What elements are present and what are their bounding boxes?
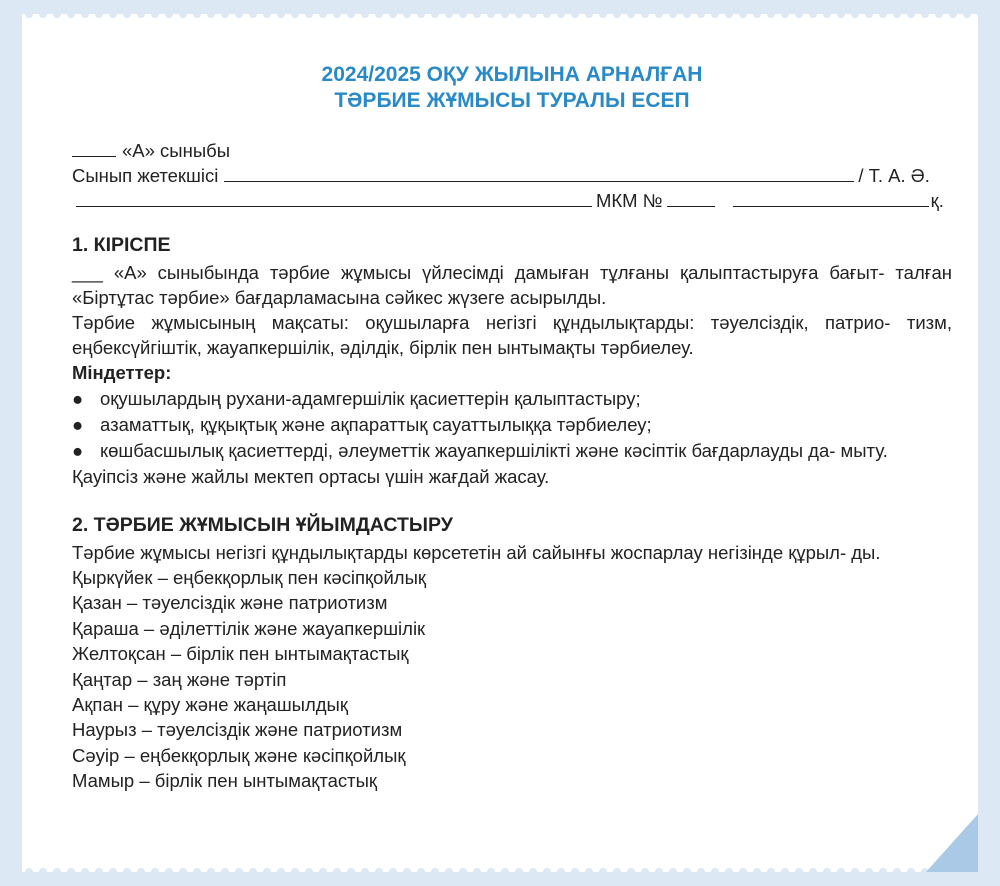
task-text: көшбасшылық қасиеттерді, әлеуметтік жауапкершілікті және кәсіптік бағдарлауды да- мыту.	[100, 440, 888, 461]
tasks-list	[72, 386, 952, 463]
task-text: азаматтық, құқықтық және ақпараттық сауаттылыққа тәрбиелеу;	[100, 414, 652, 435]
section-1-closing: Қауіпсіз және жайлы мектеп ортасы үшін жағдай жасау.	[72, 466, 550, 487]
section-1-heading: 1. КІРІСПЕ	[72, 234, 171, 256]
report-title-line-1: 2024/2025 ОҚУ ЖЫЛЫНА АРНАЛҒАН	[321, 63, 703, 86]
section-2-intro: Тәрбие жұмысы негізгі құндылықтарды көрсететін ай сайынғы жоспарлау негізінде құрыл- ды.	[72, 542, 881, 563]
tasks-heading: Міндеттер:	[72, 362, 172, 383]
document-content	[72, 62, 952, 794]
class-number-blank	[72, 138, 116, 157]
month-item: Наурыз – тәуелсіздік және патриотизм	[72, 719, 403, 741]
section-2-heading: 2. ТӘРБИЕ ЖҰМЫСЫН ҰЙЫМДАСТЫРУ	[72, 514, 453, 536]
intro-text: «А» сыныбында тәрбие жұмысы үйлесімді дамыған тұлғаны қалыптастыруға бағыт- талған «Біртұтас тәрбие» бағдарламасына сәйкес жүзеге асырылды.	[72, 262, 953, 308]
class-row	[72, 138, 952, 163]
monthly-plan-list	[72, 565, 952, 794]
school-row	[72, 188, 952, 213]
teacher-row	[72, 163, 952, 188]
report-title-line-2: ТӘРБИЕ ЖҰМЫСЫ ТУРАЛЫ ЕСЕП	[334, 89, 690, 112]
section-1-goal: Тәрбие жұмысының мақсаты: оқушыларға негізгі құндылықтарды: тәуелсіздік, патрио- тизм, еңбексүйгіштік, жауапкершілік, әділдік, бірлік пен ынтымақты тәрбиелеу.	[72, 312, 952, 358]
task-item	[72, 438, 952, 463]
class-label: «А» сыныбы	[122, 140, 231, 161]
task-text: оқушылардың рухани-адамгершілік қасиеттерін қалыптастыру;	[100, 388, 641, 409]
teacher-label: Сынып жетекшісі	[72, 165, 219, 186]
city-blank	[733, 188, 929, 207]
teacher-suffix: / Т. А. Ә.	[858, 165, 930, 186]
month-item: Мамыр – бірлік пен ынтымақтастық	[72, 770, 377, 792]
month-item: Ақпан – құру және жаңашылдық	[72, 694, 348, 716]
page-curl-corner	[926, 814, 978, 872]
month-item: Қараша – әділеттілік және жауапкершілік	[72, 617, 426, 639]
bullet-icon: ●	[72, 414, 84, 435]
task-item	[72, 386, 952, 411]
month-item: Қазан – тәуелсіздік және патриотизм	[72, 592, 388, 614]
bullet-icon: ●	[72, 388, 84, 409]
month-item: Желтоқсан – бірлік пен ынтымақтастық	[72, 643, 409, 665]
section-1-intro	[72, 260, 952, 310]
month-item: Қаңтар – заң және тәртіп	[72, 668, 287, 690]
city-suffix: қ.	[930, 190, 944, 211]
school-label: МКМ №	[596, 190, 663, 211]
header-form	[72, 138, 952, 213]
report-title	[72, 62, 952, 114]
school-number-blank	[667, 188, 715, 207]
bullet-icon: ●	[72, 440, 84, 461]
intro-blank: ___	[72, 262, 103, 283]
month-item: Қыркүйек – еңбекқорлық пен кәсіпқойлық	[72, 567, 426, 588]
school-name-blank	[76, 188, 592, 207]
month-item: Сәуір – еңбекқорлық және кәсіпқойлық	[72, 744, 406, 766]
task-item	[72, 412, 952, 437]
teacher-name-blank	[224, 163, 854, 182]
